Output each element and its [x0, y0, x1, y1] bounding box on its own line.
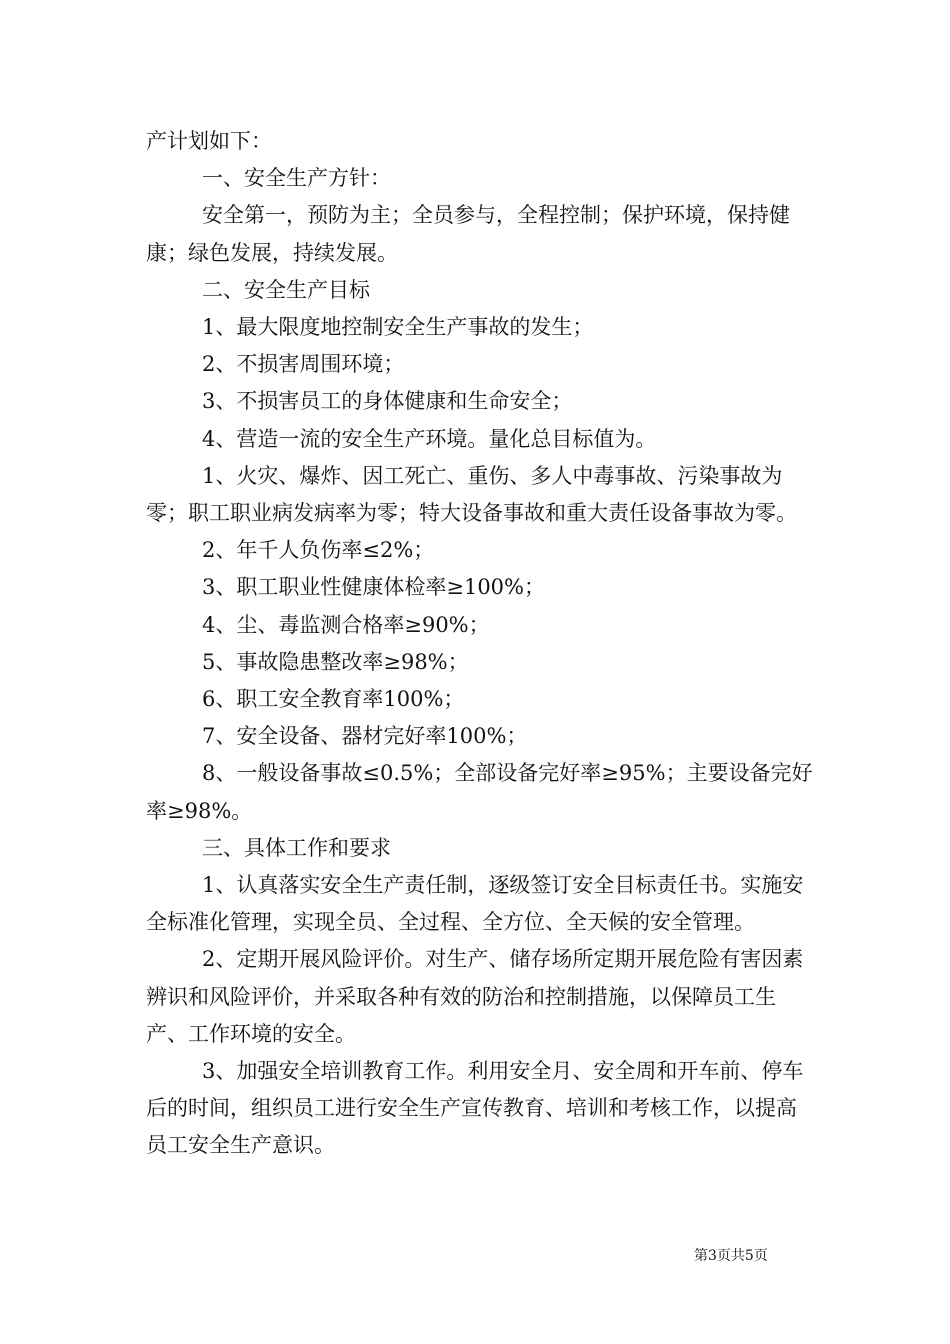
paragraph-6: 2、不损害周围环境； — [202, 352, 405, 377]
paragraph-5: 1、最大限度地控制安全生产事故的发生； — [202, 315, 594, 340]
paragraph-19: 2、定期开展风险评价。对生产、储存场所定期开展危险有害因素辨识和风险评价，并采取各种有效的防治和控制措施，以保障员工生产、工作环境的安全。 — [146, 947, 804, 1046]
paragraph-3: 安全第一，预防为主；全员参与，全程控制；保护环境，保持健康；绿色发展，持续发展。 — [146, 203, 790, 265]
document-body — [146, 123, 816, 1165]
paragraph-4: 二、安全生产目标 — [202, 277, 370, 302]
paragraph-18: 1、认真落实安全生产责任制，逐级签订安全目标责任书。实施安全标准化管理，实现全员、全过程、全方位、全天候的安全管理。 — [146, 873, 804, 935]
paragraph-15: 7、安全设备、器材完好率100%； — [202, 724, 528, 749]
paragraph-9: 1、火灾、爆炸、因工死亡、重伤、多人中毒事故、污染事故为零；职工职业病发病率为零；特大设备事故和重大责任设备事故为零。 — [146, 463, 797, 526]
paragraph-2: 一、安全生产方针： — [202, 166, 391, 191]
paragraph-7: 3、不损害员工的身体健康和生命安全； — [202, 389, 573, 414]
paragraph-20: 3、加强安全培训教育工作。利用安全月、安全周和开车前、停车后的时间，组织员工进行安全生产宣传教育、培训和考核工作，以提高员工安全生产意识。 — [146, 1059, 804, 1158]
paragraph-12: 4、尘、毒监测合格率≥90%； — [202, 612, 490, 637]
paragraph-13: 5、事故隐患整改率≥98%； — [202, 649, 469, 674]
paragraph-16: 8、一般设备事故≤0.5%；全部设备完好率≥95%；主要设备完好率≥98%。 — [146, 761, 813, 823]
paragraph-17: 三、具体工作和要求 — [202, 835, 391, 860]
page-number-footer: 第3页共5页 — [694, 1248, 768, 1264]
paragraph-14: 6、职工安全教育率100%； — [202, 687, 465, 712]
paragraph-11: 3、职工职业性健康体检率≥100%； — [202, 575, 545, 600]
paragraph-10: 2、年千人负伤率≤2%； — [202, 538, 435, 563]
paragraph-8: 4、营造一流的安全生产环境。量化总目标值为。 — [202, 426, 657, 451]
paragraph-1: 产计划如下： — [146, 129, 272, 153]
